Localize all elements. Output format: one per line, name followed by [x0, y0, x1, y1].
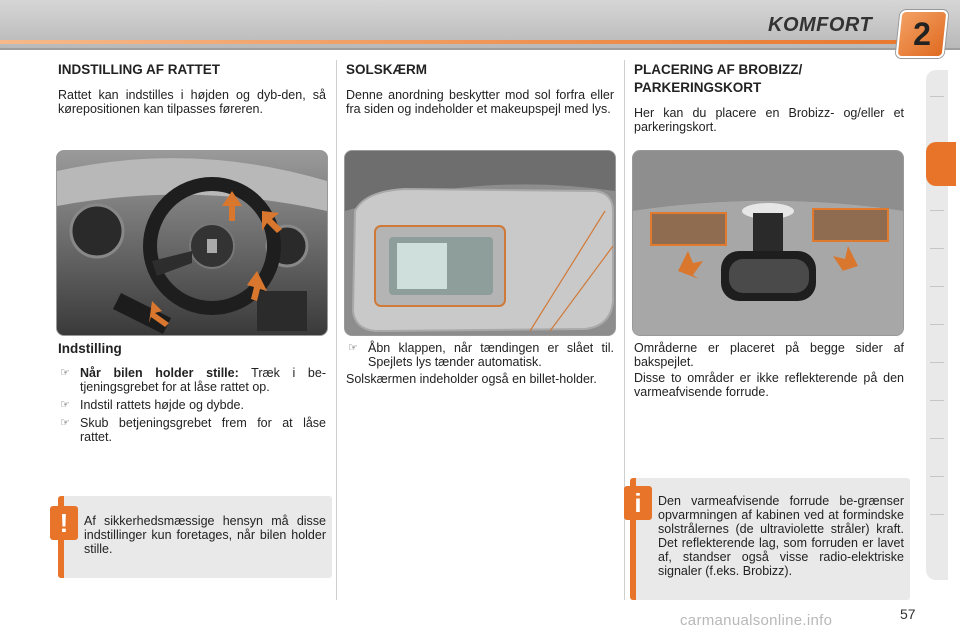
bullet-text: Skub betjeningsgrebet frem for at låse rattet.	[80, 416, 326, 444]
chapter-number-badge	[895, 10, 948, 58]
pointer-icon: ☞	[348, 342, 358, 354]
mirror-illustration	[633, 151, 903, 335]
tab-divider	[930, 362, 944, 363]
sunvisor-steps	[346, 341, 614, 373]
warning-icon: !	[50, 506, 78, 540]
steering-intro: Rattet kan indstilles i højden og dyb-den, så kørepositionen kan tilpasses føreren.	[58, 88, 326, 116]
page-number: 57	[900, 606, 916, 622]
section-heading-steering: INDSTILLING AF RATTET	[58, 62, 220, 77]
pointer-icon: ☞	[60, 417, 70, 429]
warning-text: Af sikkerhedsmæssige hensyn må disse indstillinger kun foretages, når bilen holder stille.	[84, 514, 326, 556]
tab-divider	[930, 324, 944, 325]
bullet-bold: Når bilen holder stille:	[80, 366, 239, 380]
steering-wheel-photo	[56, 150, 328, 336]
steering-wheel-illustration	[57, 151, 327, 335]
brobizz-location: Områderne er placeret på begge sider af bakspejlet.	[634, 341, 904, 369]
column-divider	[336, 60, 337, 600]
warning-note	[58, 496, 332, 578]
tab-divider	[930, 210, 944, 211]
section-heading-sunvisor: SOLSKÆRM	[346, 62, 427, 77]
info-text: Den varmeafvisende forrude be-grænser opvarmningen af kabinen ved at formindske solstrålernes (de ultraviolette stråler) kraft. Det reflekterende lag, som forruden er lavet af, standser også visse radio-elektriske signaler (f.eks. Brobizz).	[658, 494, 904, 578]
section-heading-brobizz-line2: PARKERINGSKORT	[634, 80, 762, 95]
tab-divider	[930, 514, 944, 515]
tab-divider	[930, 248, 944, 249]
tab-divider	[930, 400, 944, 401]
sunvisor-illustration	[345, 151, 615, 335]
list-item	[58, 416, 326, 444]
sunvisor-ticket-holder: Solskærmen indeholder også en billet-holder.	[346, 372, 597, 386]
list-item	[58, 366, 326, 394]
sunvisor-photo	[344, 150, 616, 336]
pointer-icon: ☞	[60, 367, 70, 379]
section-heading-brobizz-line1: PLACERING AF BROBIZZ/	[634, 62, 803, 77]
header-accent-stripe	[0, 40, 900, 44]
tab-divider	[930, 286, 944, 287]
chapter-number: 2	[913, 16, 931, 52]
adjustment-steps	[58, 366, 326, 448]
tab-divider	[930, 476, 944, 477]
chapter-title: KOMFORT	[768, 14, 873, 36]
pointer-icon: ☞	[60, 399, 70, 411]
chapter-tab-active[interactable]	[926, 142, 956, 186]
bullet-text: Åbn klappen, når tændingen er slået til. Spejlets lys tænder automatisk.	[368, 341, 614, 369]
tab-divider	[930, 96, 944, 97]
sub-heading-adjustment: Indstilling	[58, 341, 122, 356]
mirror-photo	[632, 150, 904, 336]
list-item	[346, 341, 614, 369]
bullet-text: Indstil rattets højde og dybde.	[80, 398, 244, 412]
tab-divider	[930, 438, 944, 439]
info-note	[630, 478, 910, 600]
list-item	[58, 398, 326, 412]
brobizz-non-reflective: Disse to områder er ikke reflekterende på den varmeafvisende forrude.	[634, 371, 904, 399]
sunvisor-intro: Denne anordning beskytter mod sol forfra eller fra siden og indeholder et makeupspejl med lys.	[346, 88, 614, 116]
brobizz-intro: Her kan du placere en Brobizz- og/eller et parkeringskort.	[634, 106, 904, 134]
info-icon: i	[624, 486, 652, 520]
bullet-text: Træk i be-tjeningsgrebet for at låse rattet op.	[80, 366, 326, 394]
watermark: carmanualsonline.info	[680, 612, 833, 629]
